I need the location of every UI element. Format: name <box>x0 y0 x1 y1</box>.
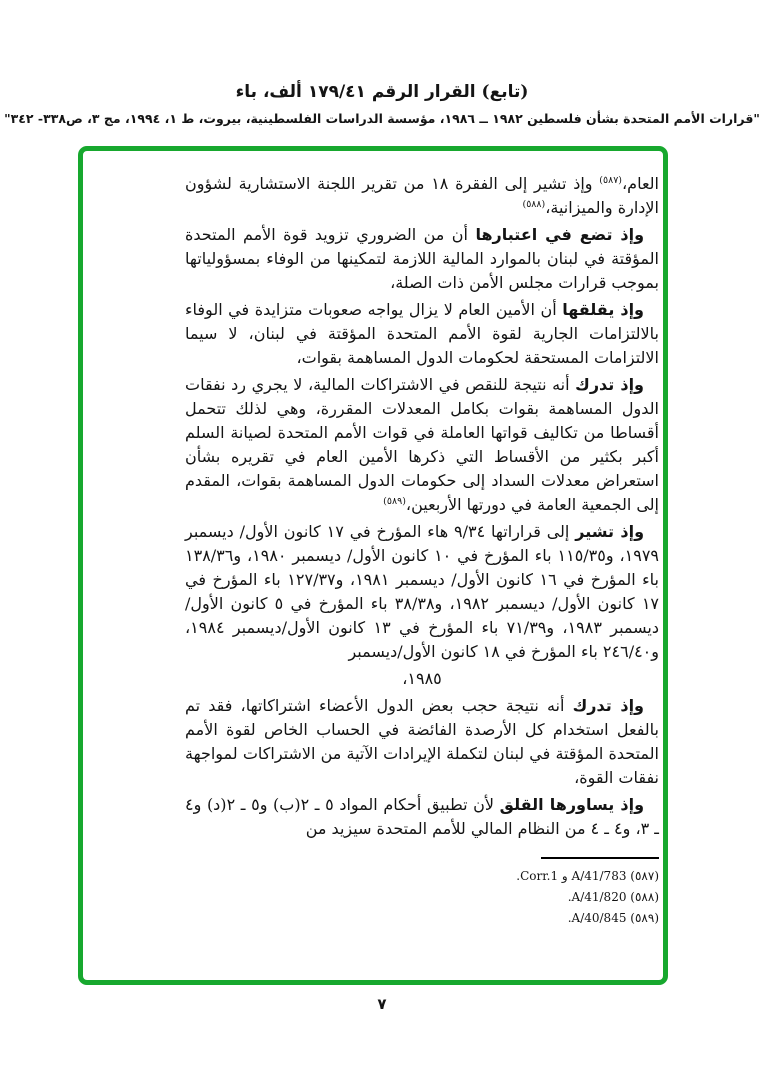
paragraph: العام،$^{(٥٨٧)}$ وإذ تشير إلى الفقرة ١٨ من تقرير اللجنة الاستشارية لشؤون الإدارة والميزانية،$^{(٥٨٨)}$ <box>185 174 659 217</box>
paragraph: وإذ يقلقها أن الأمين العام لا يزال يواجه صعوبات متزايدة في الوفاء بالالتزامات الجارية لقوة الأمم المتحدة المؤقتة في لبنان، لا سيما الالتزامات المستحقة لحكومات الدول المساهمة بقوات، <box>185 300 659 367</box>
footnote-divider <box>541 857 659 859</box>
footnote-ref: (٥٨٨) <box>522 199 546 210</box>
paragraph: وإذ تشير إلى قراراتها ٩/٣٤ هاء المؤرخ في ١٧ كانون الأول/ ديسمبر ١٩٧٩، و١١٥/٣٥ باء المؤرخ في ١٠ كانون الأول/ ديسمبر ١٩٨٠، و١٣٨/٣٦ باء المؤرخ في ١٦ كانون الأول/ ديسمبر ١٩٨١، و١٢٧/٣٧ باء المؤرخ في ١٧ كانون الأول/ ديسمبر ١٩٨٢، و٣٨/٣٨ باء المؤرخ في ٥ كانون الأول/ديسمبر ١٩٨٣، و٧١/٣٩ باء المؤرخ في ١٣ كانون الأول/ديسمبر ١٩٨٤، و٢٤٦/٤٠ باء المؤرخ في ١٨ كانون الأول/ديسمبر <box>185 522 660 661</box>
footnotes <box>185 866 659 929</box>
footnote: (٥٨٨) A/41/820. <box>567 890 659 904</box>
body-text <box>185 172 659 929</box>
body-paragraphs <box>185 172 659 841</box>
footnote-ref: (٥٨٩) <box>383 496 406 507</box>
footnote: (٥٨٩) A/40/845. <box>567 911 659 925</box>
page-title: (تابع) القرار الرقم ١٧٩/٤١ ألف، باء <box>235 82 529 102</box>
paragraph: وإذ تدرك أنه نتيجة للنقص في الاشتراكات المالية، لا يجري رد نفقات الدول المساهمة بقوات بكامل المعدلات المقررة، وهي لذلك تتحمل أقساطا من تكاليف قواتها العاملة في قوات الأمم المتحدة لصيانة السلم أكبر بكثير من الأقساط التي ذكرها الأمين العام في تقريره بشأن استعراض معدلات السداد إلى حكومات الدول المساهمة بقوات، المقدم إلى الجمعية العامة في دورتها الأربعين،$^{(٥٨٩)}$ <box>185 375 659 514</box>
page-number: ٧ <box>377 995 387 1013</box>
footnote-ref: (٥٨٧) <box>599 175 623 186</box>
highlight-box <box>78 146 668 985</box>
footnote: (٥٨٧) A/41/783 و Corr.1. <box>516 869 659 883</box>
paragraph: ١٩٨٥، <box>402 669 442 688</box>
paragraph: وإذ تدرك أنه نتيجة حجب بعض الدول الأعضاء اشتراكاتها، فقد تم بالفعل استخدام كل الأرصدة الفائضة في الحساب الخاص لقوة الأمم المتحدة المؤقتة في لبنان لتكملة الإيرادات الآتية من الاشتراكات لمواجهة نفقات القوة، <box>185 696 659 787</box>
paragraph: وإذ تضع في اعتبارها أن من الضروري تزويد قوة الأمم المتحدة المؤقتة في لبنان بالموارد المالية اللازمة لتمكينها من الوفاء بمسؤولياتها بموجب قرارات مجلس الأمن ذات الصلة، <box>185 225 659 292</box>
source-citation: "قرارات الأمم المتحدة بشأن فلسطين ١٩٨٢ ــ ١٩٨٦، مؤسسة الدراسات الفلسطينية، بيروت، ط ١، ١٩٩٤، مج ٣، ص٣٣٨- ٣٤٢" <box>4 111 760 126</box>
paragraph: وإذ يساورها القلق لأن تطبيق أحكام المواد ٥ ـ ٢(ب) و٥ ـ ٢(د) و٤ ـ ٣، و٤ ـ ٤ من النظام المالي للأمم المتحدة سيزيد من <box>185 795 659 838</box>
